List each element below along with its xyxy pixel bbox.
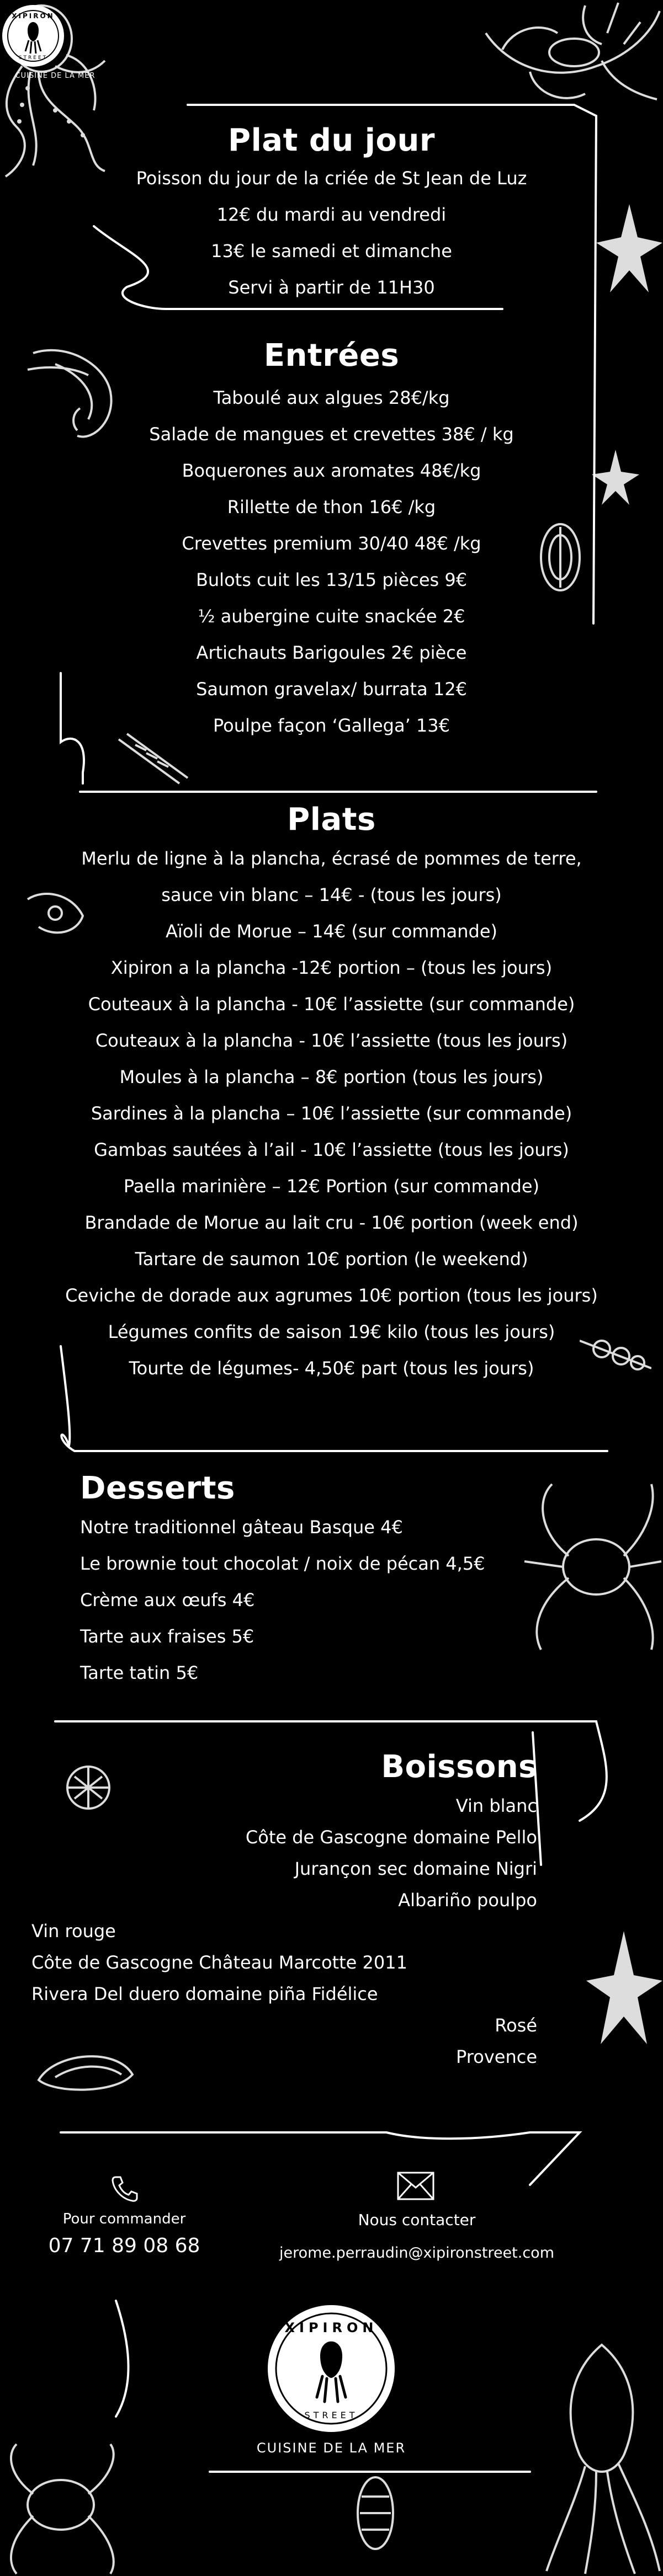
email-address[interactable]: jerome.perraudin@xipironstreet.com [279,2244,554,2262]
plat-item: Xipiron a la plancha -12€ portion – (tous les jours) [110,957,553,978]
entree-item: Poulpe façon ‘Gallega’ 13€ [213,715,450,736]
plat-du-jour-line: Poisson du jour de la criée de St Jean de Luz [136,168,527,189]
desserts-list [80,1509,485,1691]
vin-rouge-list [31,1916,407,2010]
wine-item: Côte de Gascogne Château Marcotte 2011 [31,1952,407,1973]
plat-item: Paella marinière – 12€ Portion (sur commande) [123,1176,540,1197]
logo-top-tagline: CUISINE DE LA MER [15,72,96,80]
plat-item: Merlu de ligne à la plancha, écrasé de pommes de terre, [81,848,582,869]
vin-blanc-list [246,1790,537,1916]
vin-blanc-heading: Vin blanc [455,1795,537,1816]
plat-du-jour-line: 12€ du mardi au vendredi [216,204,447,225]
entrees-title: Entrées [263,338,400,374]
rose-list [456,2010,537,2073]
dessert-item: Le brownie tout chocolat / noix de pécan 4,5€ [80,1553,485,1574]
boissons-title: Boissons [381,1749,537,1785]
plats-title: Plats [287,802,376,838]
wine-item: Rivera Del duero domaine piña Fidélice [31,1983,378,2004]
entree-item: Bulots cuit les 13/15 pièces 9€ [195,569,468,590]
dessert-item: Crème aux œufs 4€ [80,1590,255,1610]
plat-item: Aïoli de Morue – 14€ (sur commande) [165,921,498,942]
plats-list [0,840,663,1386]
entree-item: Crevettes premium 30/40 48€ /kg [182,533,481,554]
entree-item: Taboulé aux algues 28€/kg [213,387,450,408]
entree-item: Artichauts Barigoules 2€ pièce [196,642,467,663]
wine-item: Provence [456,2046,537,2067]
plat-item: Tourte de légumes- 4,50€ part (tous les jours) [129,1358,534,1379]
plat-item: Légumes confits de saison 19€ kilo (tous les jours) [108,1321,555,1342]
vin-rouge-heading: Vin rouge [31,1921,116,1942]
entree-item: Salade de mangues et crevettes 38€ / kg [149,424,514,445]
order-label: Pour commander [62,2211,186,2227]
plat-du-jour-line: 13€ le samedi et dimanche [211,241,452,262]
phone-icon [109,2174,139,2204]
plat-du-jour-title: Plat du jour [228,122,435,158]
plat-item: sauce vin blanc – 14€ - (tous les jours) [161,884,502,905]
dessert-item: Notre traditionnel gâteau Basque 4€ [80,1517,403,1538]
entree-item: Rillette de thon 16€ /kg [227,497,436,518]
wine-item: Jurançon sec domaine Nigri [294,1858,537,1879]
plat-item: Sardines à la plancha – 10€ l’assiette (sur commande) [91,1103,572,1124]
wine-item: Albariño poulpo [398,1890,537,1911]
plat-item: Couteaux à la plancha - 10€ l’assiette (tous les jours) [95,1030,568,1051]
wine-item: Côte de Gascogne domaine Pello [245,1827,537,1848]
entrees-list [0,380,663,744]
logo-top-sub: STREET [18,55,48,61]
entree-item: Saumon gravelax/ burrata 12€ [196,679,467,700]
plat-du-jour-list [0,160,663,306]
phone-number[interactable]: 07 71 89 08 68 [48,2234,200,2257]
logo-bottom-tagline: CUISINE DE LA MER [256,2440,406,2456]
contact-label: Nous contacter [358,2211,476,2229]
plat-item: Couteaux à la plancha - 10€ l’assiette (sur commande) [88,994,575,1015]
plat-item: Brandade de Morue au lait cru - 10€ portion (week end) [84,1212,579,1233]
entree-item: Boquerones aux aromates 48€/kg [182,460,481,481]
mail-icon [396,2171,435,2201]
desserts-title: Desserts [80,1470,235,1506]
logo-bottom-name: XIPIRON [284,2320,378,2335]
logo-bottom-sub: STREET [304,2410,358,2420]
plat-item: Gambas sautées à l’ail - 10€ l’assiette (tous les jours) [94,1139,569,1160]
plat-item: Moules à la plancha – 8€ portion (tous les jours) [119,1066,544,1087]
dessert-item: Tarte tatin 5€ [80,1662,199,1683]
plat-item: Tartare de saumon 10€ portion (le weekend) [135,1249,528,1270]
dessert-item: Tarte aux fraises 5€ [80,1626,254,1647]
logo-top-name: XIPIRON [12,12,55,20]
rose-heading: Rosé [495,2015,537,2036]
plat-du-jour-line: Servi à partir de 11H30 [228,277,435,298]
plat-item: Ceviche de dorade aux agrumes 10€ portion (tous les jours) [65,1285,598,1306]
entree-item: ½ aubergine cuite snackée 2€ [198,606,465,627]
